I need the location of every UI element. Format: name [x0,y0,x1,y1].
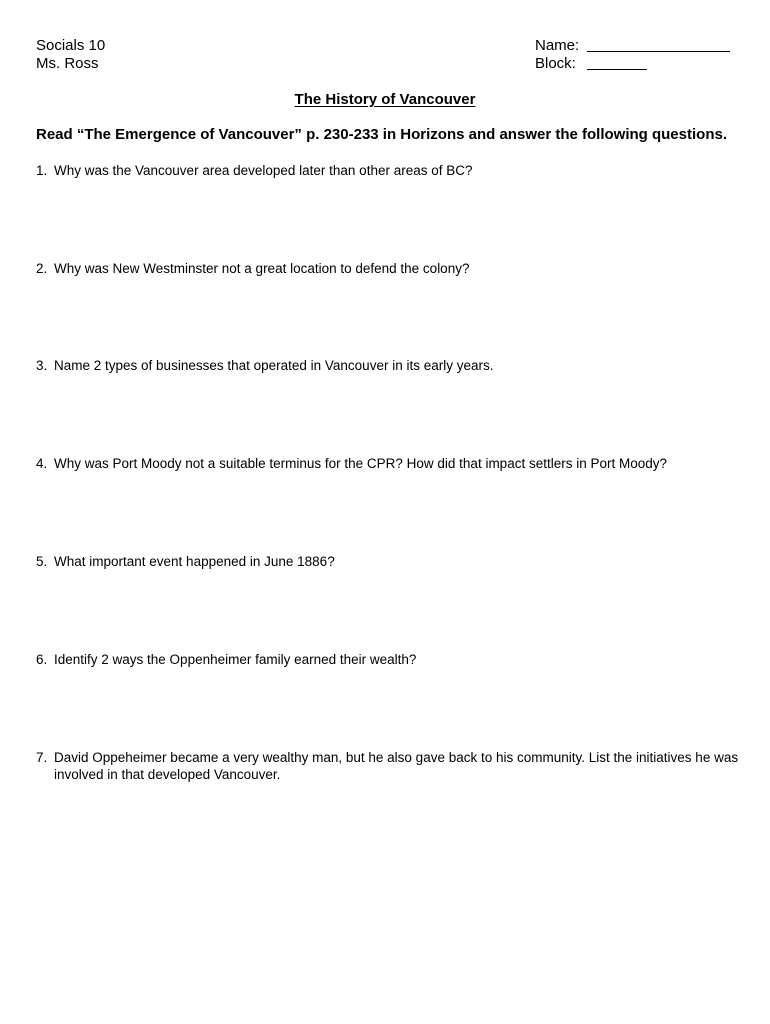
question-text: Why was the Vancouver area developed later than other areas of BC? [54,163,473,178]
teacher-name: Ms. Ross [36,55,99,72]
question-3 [36,357,746,374]
course-info [36,37,105,73]
instructions: Read “The Emergence of Vancouver” p. 230-233 in Horizons and answer the following questions. [36,126,727,143]
question-2 [36,260,746,277]
question-4 [36,455,746,472]
question-number: 4. [36,456,48,471]
question-text: What important event happened in June 1886? [54,554,335,569]
question-number: 2. [36,261,48,276]
question-number: 7. [36,750,48,765]
question-1 [36,162,746,179]
question-number: 3. [36,358,48,373]
student-info [535,37,730,73]
block-row [535,55,730,73]
question-number: 5. [36,554,48,569]
question-text: Identify 2 ways the Oppenheimer family earned their wealth? [54,652,417,667]
question-text: Name 2 types of businesses that operated in Vancouver in its early years. [54,358,494,373]
question-number: 1. [36,163,48,178]
question-number: 6. [36,652,48,667]
name-label: Name: [535,37,580,54]
page-title: The History of Vancouver [294,91,476,108]
name-row [535,37,730,55]
question-7 [36,749,746,783]
question-text: Why was Port Moody not a suitable terminus for the CPR? How did that impact settlers in Port Moody? [54,456,668,471]
question-text: Why was New Westminster not a great location to defend the colony? [54,261,470,276]
question-6 [36,651,746,668]
name-blank-line[interactable] [587,37,730,52]
block-label: Block: [535,55,576,72]
block-blank-line[interactable] [587,55,647,70]
question-5 [36,553,746,570]
course-name: Socials 10 [36,37,106,54]
question-text: David Oppeheimer became a very wealthy man, but he also gave back to his community. List the initiatives he was involved in that developed Vancouver. [54,750,739,782]
